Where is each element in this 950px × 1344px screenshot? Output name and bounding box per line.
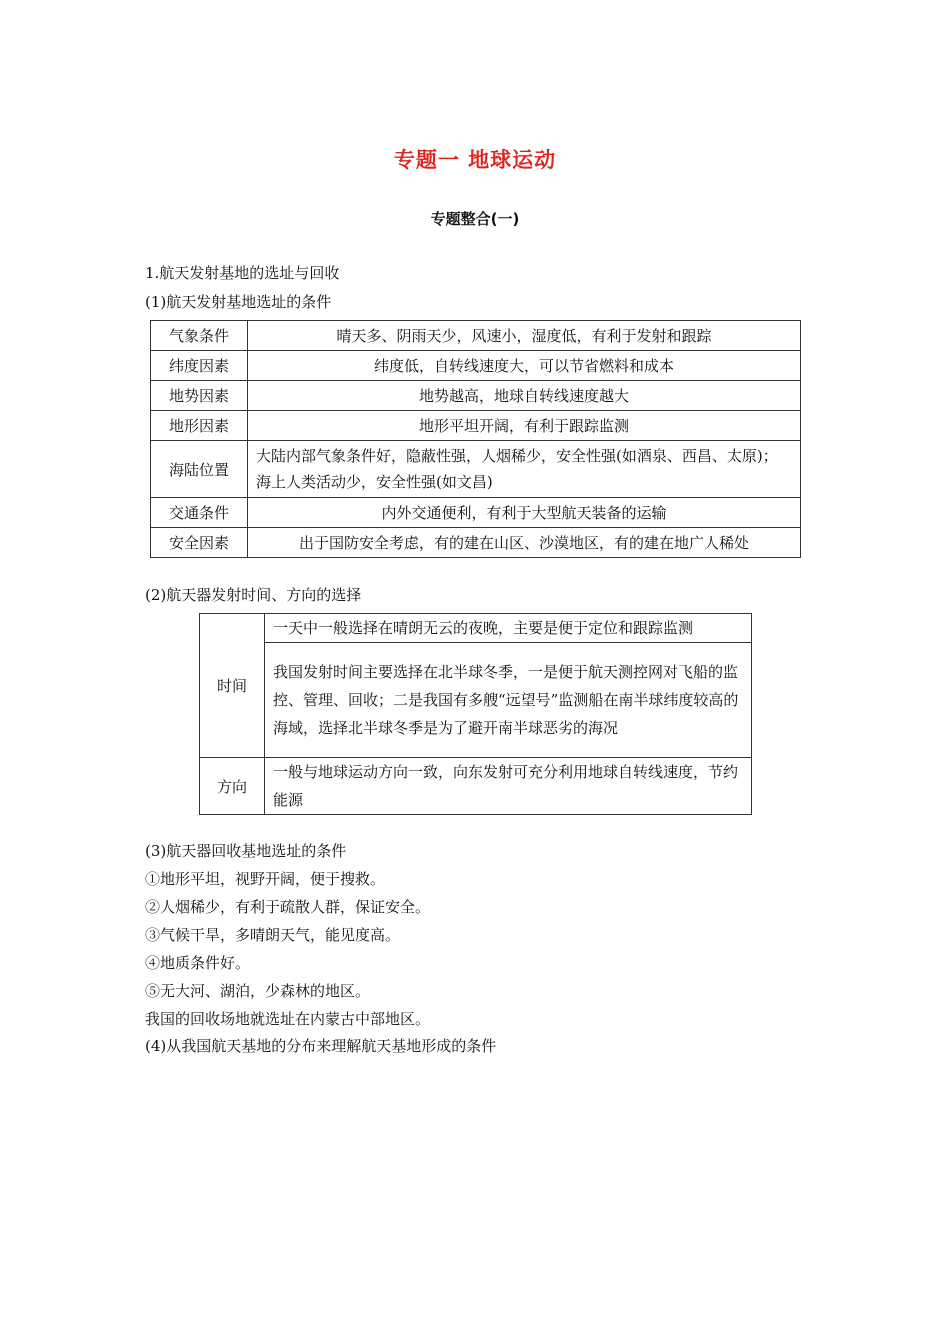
row-key: 地势因素 [151,381,248,411]
row-key: 气象条件 [151,321,248,351]
list-item: ②人烟稀少，有利于疏散人群，保证安全。 [145,898,431,916]
table-row [200,758,752,815]
table-row [151,321,801,351]
row-value: 大陆内部气象条件好，隐蔽性强，人烟稀少，安全性强(如酒泉、西昌、太原)；海上人类活动少，安全性强(如文昌) [248,441,801,498]
list-item: ③气候干旱，多晴朗天气，能见度高。 [145,926,401,944]
row-key: 海陆位置 [151,441,248,498]
direction-cell: 一般与地球运动方向一致，向东发射可充分利用地球自转线速度，节约能源 [265,758,752,815]
time-cell-1: 一天中一般选择在晴朗无云的夜晚，主要是便于定位和跟踪监测 [265,614,752,643]
launch-time-direction-table [199,613,752,815]
row-value: 纬度低，自转线速度大，可以节省燃料和成本 [248,351,801,381]
row-value: 地势越高，地球自转线速度越大 [248,381,801,411]
row-key: 交通条件 [151,498,248,528]
heading-1: 1.航天发射基地的选址与回收 [145,264,340,282]
table-row [200,614,752,643]
launch-site-conditions-table [150,320,801,558]
list-item: ④地质条件好。 [145,954,251,972]
direction-label: 方向 [200,758,265,815]
row-value: 内外交通便利，有利于大型航天装备的运输 [248,498,801,528]
table-row [151,498,801,528]
table-row [151,381,801,411]
row-key: 地形因素 [151,411,248,441]
table-row [151,411,801,441]
time-cell-2: 我国发射时间主要选择在北半球冬季，一是便于航天测控网对飞船的监控、管理、回收；二是我国有多艘“远望号”监测船在南半球纬度较高的海域，选择北半球冬季是为了避开南半球恶劣的海况 [265,643,752,758]
list-item: ⑤无大河、湖泊，少森林的地区。 [145,982,371,1000]
section-subtitle: 专题整合(一) [430,210,520,228]
subheading-4: (4)从我国航天基地的分布来理解航天基地形成的条件 [145,1037,497,1055]
table-row [151,351,801,381]
table-row [151,528,801,558]
subheading-1: (1)航天发射基地选址的条件 [145,293,332,311]
row-value: 晴天多、阴雨天少，风速小，湿度低，有利于发射和跟踪 [248,321,801,351]
time-label: 时间 [200,614,265,758]
page-title: 专题一 地球运动 [393,148,557,172]
row-key: 安全因素 [151,528,248,558]
row-value: 出于国防安全考虑，有的建在山区、沙漠地区，有的建在地广人稀处 [248,528,801,558]
table-row [200,643,752,758]
subheading-2: (2)航天器发射时间、方向的选择 [145,586,362,604]
row-value: 地形平坦开阔，有利于跟踪监测 [248,411,801,441]
subheading-3: (3)航天器回收基地选址的条件 [145,842,347,860]
row-key: 纬度因素 [151,351,248,381]
table-row [151,441,801,498]
summary-line: 我国的回收场地就选址在内蒙古中部地区。 [145,1010,431,1028]
list-item: ①地形平坦，视野开阔，便于搜救。 [145,870,386,888]
